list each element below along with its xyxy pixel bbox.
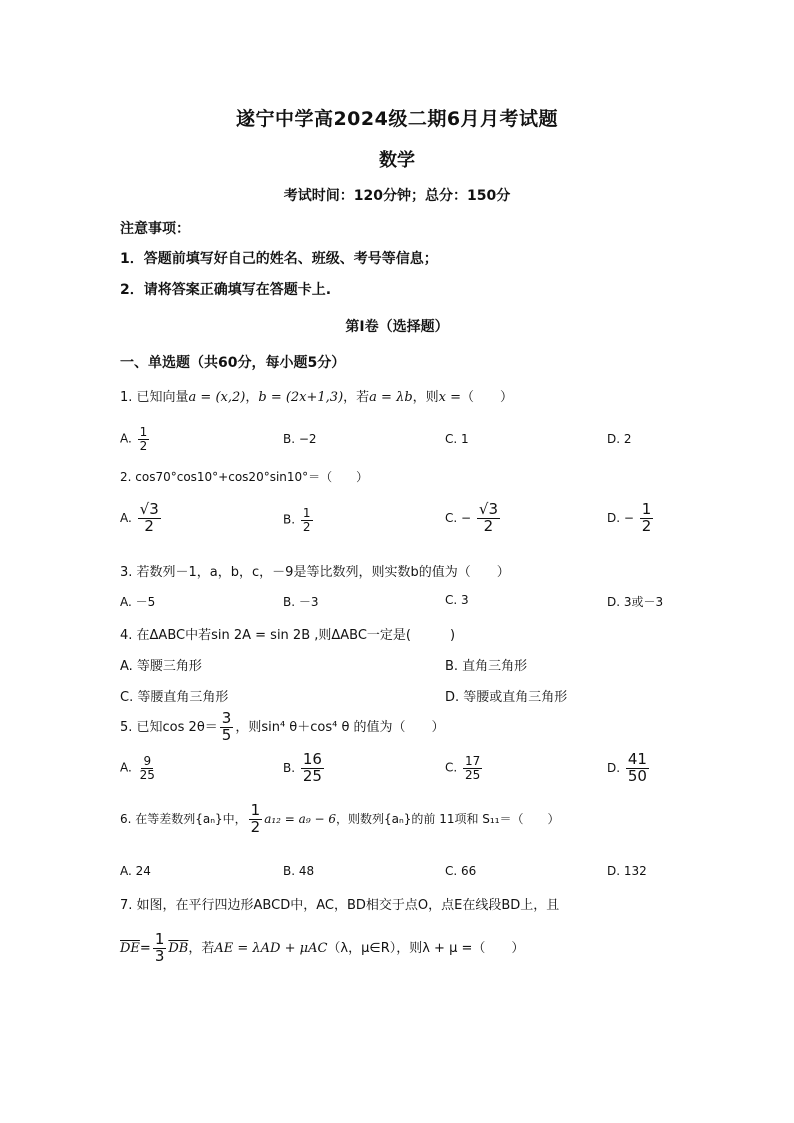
q5-option-b[interactable]: B. $\frac{16}{25}$ <box>283 750 322 785</box>
exam-title: 遂宁中学高2024级二期6月月考试题 <box>235 108 559 130</box>
q7-vector-expression: AE = λAD + μAC <box>214 940 328 956</box>
q1-vector-a: a = (x,2) <box>188 390 246 405</box>
q5-option-d[interactable]: D. $\frac{41}{50}$ <box>607 750 647 785</box>
q4-option-a[interactable]: A. 等腰三角形 <box>120 659 202 674</box>
question-5-stem: 5. 已知cos 2θ＝ $\frac{3}{5}$ ，则sin⁴ θ＋cos⁴ θ 的值为（ ） <box>120 709 445 744</box>
q1-vector-b: b = (2x+1,3) <box>258 390 344 405</box>
q6-option-b[interactable]: B. 48 <box>283 864 315 878</box>
question-3-stem: 3. 若数列－1，a，b，c，－9是等比数列，则实数b的值为（ ） <box>120 565 510 580</box>
q6-option-a[interactable]: A. 24 <box>120 864 151 878</box>
q5-fraction: $\frac{3}{5}$ <box>221 709 232 744</box>
q1-text-a: 1. 已知向量 <box>120 390 189 405</box>
question-7-stem-line-1: 7. 如图，在平行四边形ABCD中，AC，BD相交于点O，点E在线段BD上，且 <box>120 898 560 913</box>
notes-item-2: 2．请将答案正确填写在答题卡上. <box>120 282 332 298</box>
q5-option-c[interactable]: C. $\frac{17}{25}$ <box>445 754 481 782</box>
q7-vector-db: $\overline{DB}$ <box>168 940 189 956</box>
exam-info: 考试时间：120分钟；总分：150分 <box>283 188 511 204</box>
q5-option-a[interactable]: A. $\frac{9}{25}$ <box>120 754 155 782</box>
section-heading: 一、单选题（共60分，每小题5分） <box>120 355 346 371</box>
q6-fraction: $\frac{1}{2}$ <box>250 801 261 836</box>
q1-option-b[interactable]: B. −2 <box>283 432 317 446</box>
q1-condition: a = λb <box>369 390 413 405</box>
q1-option-a[interactable]: A. $\frac{1}{2}$ <box>120 425 148 453</box>
q6-option-c[interactable]: C. 66 <box>445 864 477 878</box>
part-title: 第Ⅰ卷（选择题） <box>345 319 449 335</box>
q3-option-a[interactable]: A. －5 <box>120 595 156 609</box>
q2-option-b[interactable]: B. $\frac{1}{2}$ <box>283 506 311 534</box>
question-2-stem: 2. cos70°cos10°+cos20°sin10°＝（ ） <box>120 470 369 484</box>
notes-heading: 注意事项： <box>120 221 190 237</box>
q1-option-d[interactable]: D. 2 <box>607 432 632 446</box>
q1-option-a-fraction: $\frac{1}{2}$ <box>139 425 148 453</box>
q4-option-b[interactable]: B. 直角三角形 <box>445 659 528 674</box>
subject-title: 数学 <box>379 150 415 171</box>
q1-option-c[interactable]: C. 1 <box>445 432 469 446</box>
q7-fraction: $\frac{1}{3}$ <box>154 930 165 965</box>
q1-text-b: ，若 <box>343 390 370 405</box>
q4-option-d[interactable]: D. 等腰或直角三角形 <box>445 690 568 705</box>
q2-option-a[interactable]: A. $\frac{√3}{2}$ <box>120 500 159 535</box>
question-1-stem <box>120 386 513 405</box>
q3-option-c[interactable]: C. 3 <box>445 593 469 607</box>
q4-option-c[interactable]: C. 等腰直角三角形 <box>120 690 229 705</box>
q1-text-c: ，则 <box>412 390 439 405</box>
q2-option-d[interactable]: D. − $\frac{1}{2}$ <box>607 500 652 535</box>
q3-option-b[interactable]: B. －3 <box>283 595 319 609</box>
q7-vector-de: $\overline{DE}$ <box>120 940 140 956</box>
question-7-stem-line-2: $\overline{DE}=$ $\frac{1}{3}$ $\overline{DB}$，若AE = λAD + μAC（λ，μ∈R），则λ + μ =（ ） <box>120 930 525 965</box>
notes-item-1: 1．答题前填写好自己的姓名、班级、考号等信息； <box>120 251 438 267</box>
q1-paren: （ ） <box>461 390 514 405</box>
question-6-stem: 6. 在等差数列{aₙ}中， $\frac{1}{2}$ a₁₂ = a₉ − 6，则数列{aₙ}的前 11项和 S₁₁＝（ ） <box>120 801 560 836</box>
q1-sep: ， <box>245 390 259 405</box>
question-4-stem: 4. 在ΔABC中若sin 2A = sin 2B ,则ΔABC一定是( ) <box>120 628 456 643</box>
q6-option-d[interactable]: D. 132 <box>607 864 647 878</box>
q1-unknown: x = <box>438 390 462 405</box>
q2-option-c[interactable]: C. − $\frac{√3}{2}$ <box>445 500 498 535</box>
q3-option-d[interactable]: D. 3或－3 <box>607 595 664 609</box>
